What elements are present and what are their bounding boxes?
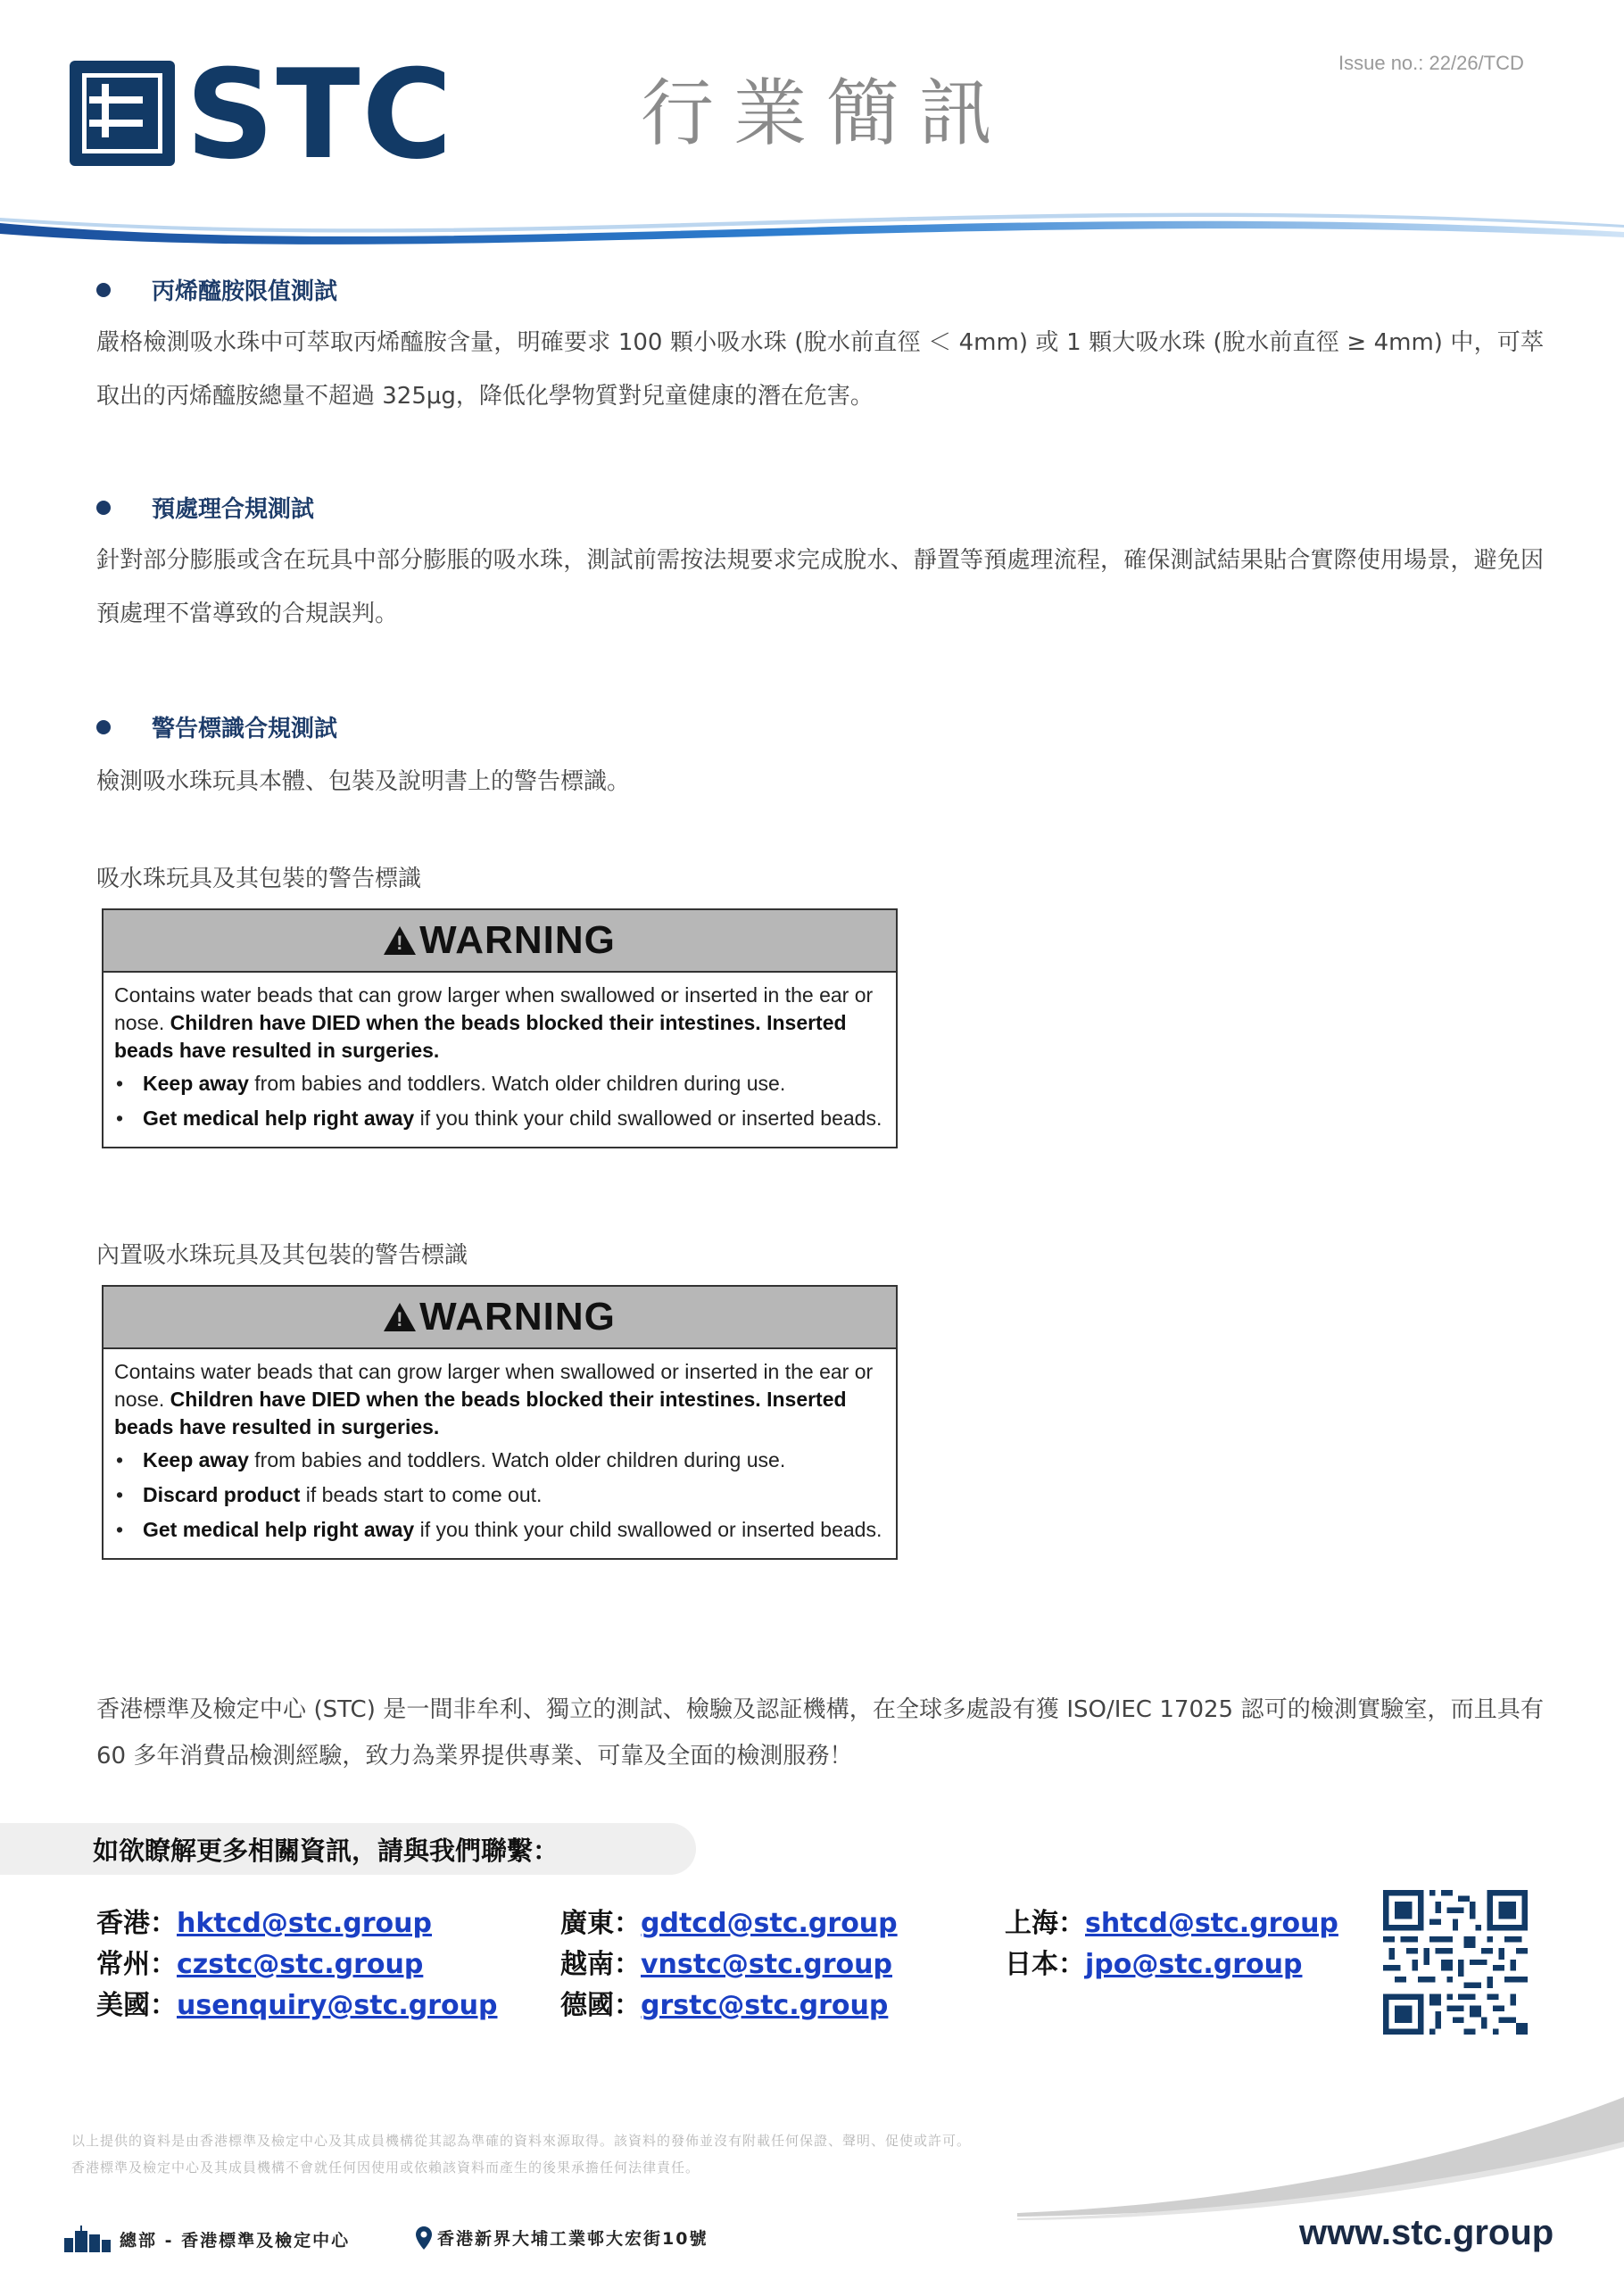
- disclaimer-line: 香港標準及檢定中心及其成員機構不會就任何因使用或依賴該資料而產生的後果承擔任何法律責任。: [71, 2159, 700, 2176]
- email-link[interactable]: vnstc@stc.group: [641, 1949, 892, 1980]
- contact-title: 如欲瞭解更多相關資訊，請與我們聯繫：: [93, 1836, 559, 1866]
- contact-shanghai: 上海：shtcd@stc.group: [1005, 1908, 1338, 1939]
- footer-swoosh: [1017, 2088, 1624, 2222]
- stc-logo: [70, 43, 462, 186]
- section-title: 預處理合規測試: [152, 496, 315, 523]
- contact-usa: 美國：usenquiry@stc.group: [96, 1990, 498, 2021]
- email-link[interactable]: usenquiry@stc.group: [177, 1990, 498, 2021]
- issue-number: Issue no.: 22/26/TCD: [1338, 52, 1524, 74]
- warning-item: • Keep away from babies and toddlers. Watch older children during use.: [114, 1070, 883, 1098]
- email-link[interactable]: grstc@stc.group: [641, 1990, 889, 2021]
- email-link[interactable]: hktcd@stc.group: [177, 1908, 432, 1939]
- label-caption: 吸水珠玩具及其包裝的警告標識: [96, 866, 422, 892]
- about-text: 香港標準及檢定中心 (STC) 是一間非牟利、獨立的測試、檢驗及認証機構，在全球多處設有獲 ISO/IEC 17025 認可的檢測實驗室，而且具有 60 多年消費品檢測經驗，致力為業界提供專業、可靠及全面的檢測服務！: [96, 1696, 1544, 1770]
- stc-emblem-icon: [70, 61, 175, 166]
- warning-label: ! WARNING Contains water beads that can grow larger when swallowed or inserted in the ear or nose. Children have DIED when the beads blocked their intestines. Inserted beads have resulted in surgeries. • Keep away from babies and toddlers. Watch older children during use. • Discard product if beads start to come out. • Get medical help right away if you think your child swallowed or inserted beads.: [102, 1285, 898, 1560]
- section-title: 丙烯醯胺限值測試: [152, 278, 338, 305]
- contact-changzhou: 常州：czstc@stc.group: [96, 1949, 424, 1980]
- warning-item: • Get medical help right away if you think your child swallowed or inserted beads.: [114, 1105, 883, 1132]
- qr-code-icon[interactable]: [1383, 1890, 1528, 2035]
- section-acrylamide: [96, 273, 337, 306]
- email-link[interactable]: czstc@stc.group: [177, 1949, 424, 1980]
- bullet-icon: [96, 283, 111, 297]
- warning-header: ! WARNING: [104, 1287, 896, 1349]
- building-icon: [64, 2226, 114, 2252]
- warning-item: • Keep away from babies and toddlers. Watch older children during use.: [114, 1446, 883, 1474]
- footer-address: 香港新界大埔工業邨大宏街10號: [416, 2226, 708, 2250]
- footer-headquarters: 總部 - 香港標準及檢定中心: [64, 2226, 350, 2252]
- warning-item: • Get medical help right away if you think your child swallowed or inserted beads.: [114, 1516, 883, 1544]
- warning-label: ! WARNING Contains water beads that can grow larger when swallowed or inserted in the ear or nose. Children have DIED when the beads blocked their intestines. Inserted beads have resulted in surgeries. • Keep away from babies and toddlers. Watch older children during use. • Get medical help right away if you think your child swallowed or inserted beads.: [102, 908, 898, 1148]
- contact-germany: 德國：grstc@stc.group: [560, 1990, 889, 2021]
- email-link[interactable]: gdtcd@stc.group: [641, 1908, 898, 1939]
- bullet-icon: [96, 720, 111, 734]
- disclaimer-line: 以上提供的資料是由香港標準及檢定中心及其成員機構從其認為準確的資料來源取得。該資料的發佈並沒有附載任何保證、聲明、促使或許可。: [71, 2133, 972, 2149]
- logo-text: STC: [186, 43, 454, 186]
- section-text: 檢測吸水珠玩具本體、包裝及說明書上的警告標識。: [96, 768, 631, 795]
- warning-triangle-icon: !: [384, 926, 416, 955]
- contact-hongkong: 香港：hktcd@stc.group: [96, 1908, 432, 1939]
- contact-guangdong: 廣東：gdtcd@stc.group: [560, 1908, 898, 1939]
- website-link[interactable]: www.stc.group: [1299, 2213, 1554, 2252]
- section-pretreatment: [96, 491, 314, 524]
- warning-item: • Discard product if beads start to come out.: [114, 1481, 883, 1509]
- header-swoosh: [0, 178, 1624, 268]
- section-text: 針對部分膨脹或含在玩具中部分膨脹的吸水珠，測試前需按法規要求完成脫水、靜置等預處理流程，確保測試結果貼合實際使用場景，避免因預處理不當導致的合規誤判。: [96, 547, 1544, 627]
- bullet-icon: [96, 501, 111, 515]
- page-title: 行業簡訊: [641, 71, 1013, 156]
- warning-triangle-icon: !: [384, 1303, 416, 1331]
- email-link[interactable]: jpo@stc.group: [1085, 1949, 1303, 1980]
- location-pin-icon: [416, 2226, 432, 2250]
- section-title: 警告標識合規測試: [152, 716, 338, 742]
- warning-header: ! WARNING: [104, 910, 896, 973]
- email-link[interactable]: shtcd@stc.group: [1085, 1908, 1338, 1939]
- section-warning-label: [96, 710, 337, 743]
- section-text: 嚴格檢測吸水珠中可萃取丙烯醯胺含量，明確要求 100 顆小吸水珠 (脫水前直徑 ＜ 4mm) 或 1 顆大吸水珠 (脫水前直徑 ≥ 4mm) 中，可萃取出的丙烯醯胺總量不超過 325μg，降低化學物質對兒童健康的潛在危害。: [96, 329, 1544, 410]
- contact-japan: 日本：jpo@stc.group: [1005, 1949, 1303, 1980]
- label-caption: 內置吸水珠玩具及其包裝的警告標識: [96, 1242, 468, 1269]
- contact-vietnam: 越南：vnstc@stc.group: [560, 1949, 892, 1980]
